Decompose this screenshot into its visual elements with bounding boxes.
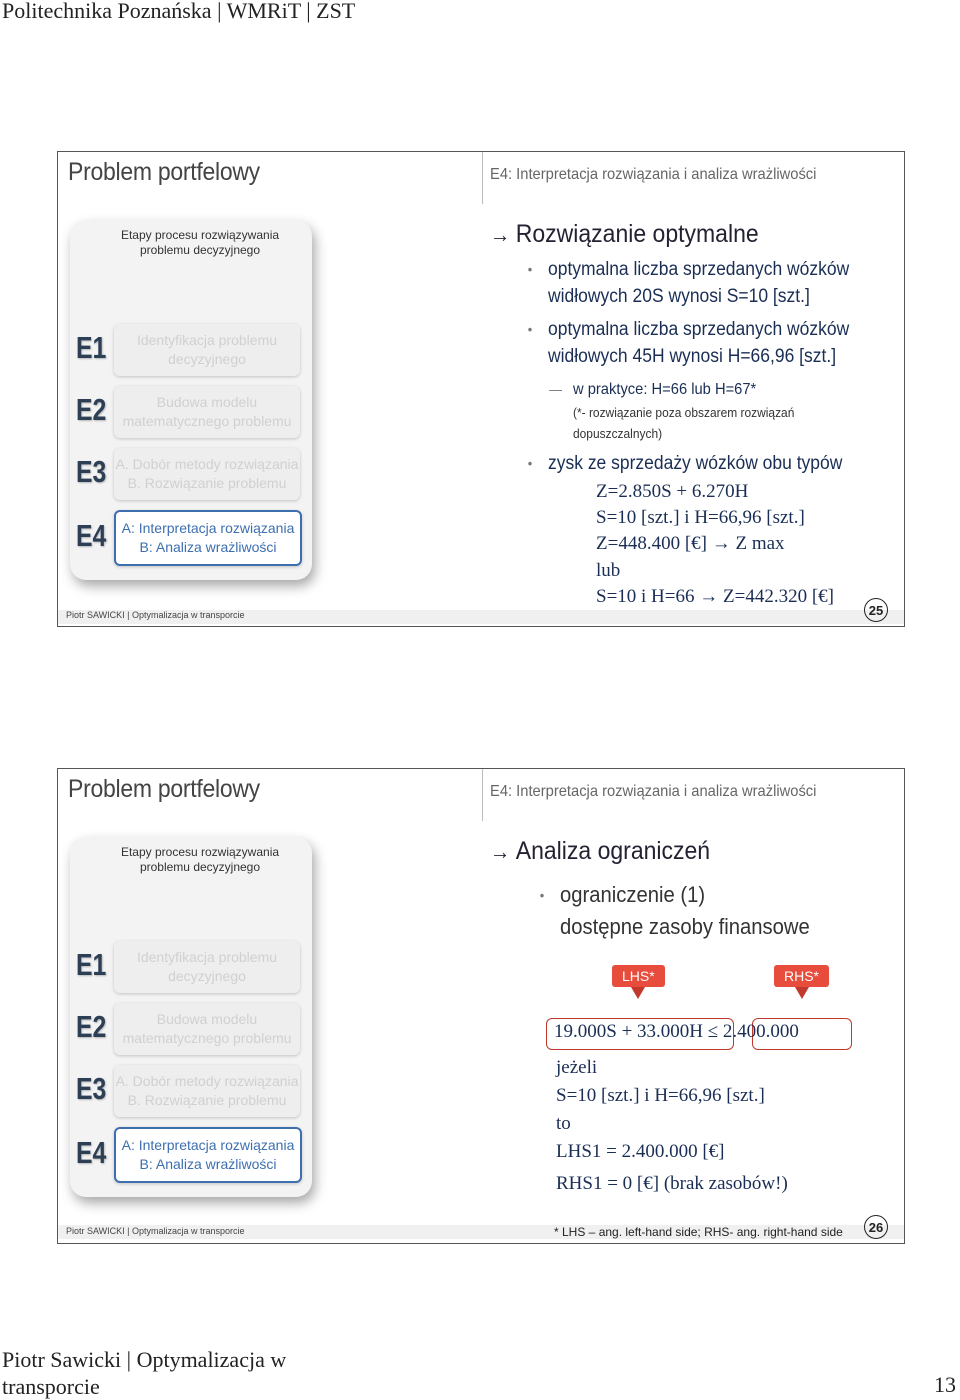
process-panel (70, 220, 312, 580)
slide-title: Problem portfelowy (68, 158, 260, 186)
formula-alt: S=10 i H=66 → Z=442.320 [€] (596, 586, 834, 607)
bullet-constraint: • ograniczenie (1) dostępne zasoby finansowe (560, 879, 810, 943)
stage-e3: E3 (76, 454, 107, 489)
process-heading: Etapy procesu rozwiązywania problemu decyzyjnego (120, 228, 280, 257)
formula-rhs: RHS1 = 0 [€] (brak zasobów!) (556, 1173, 788, 1194)
formula-values: S=10 [szt.] i H=66,96 [szt.] (556, 1085, 765, 1106)
slide-number-badge: 26 (864, 1215, 888, 1239)
bullet-icon: • (539, 887, 545, 903)
bullet-icon: • (527, 261, 533, 277)
constraint-formula: 19.000S + 33.000H ≤ 2.400.000 (554, 1021, 799, 1042)
formula-or: lub (596, 560, 621, 581)
note: (*- rozwiązanie poza obszarem rozwiązań dopuszczalnych) (573, 405, 795, 441)
slide-number-badge: 25 (864, 598, 888, 622)
dash-icon: — (549, 381, 562, 397)
slide-subtitle: E4: Interpretacja rozwiązania i analiza wrażliwości (490, 783, 817, 800)
slide-footer: Piotr SAWICKI | Optymalizacja w transporcie (66, 610, 245, 620)
arrow-right-icon: → (490, 839, 511, 864)
bullet-icon: • (527, 455, 533, 471)
divider (482, 769, 483, 821)
text-then: to (556, 1113, 571, 1134)
bullet-icon: • (527, 321, 533, 337)
text-if: jeżeli (556, 1057, 598, 1078)
step-interpretation: A: Interpretacja rozwiązania B: Analiza wrażliwości (114, 1127, 302, 1183)
stage-e2: E2 (76, 392, 107, 427)
rhs-tag: RHS* (774, 965, 829, 987)
slide-25 (57, 151, 905, 627)
stage-e1: E1 (76, 330, 107, 365)
stage-e4: E4 (76, 1135, 107, 1170)
process-heading: Etapy procesu rozwiązywania problemu decyzyjnego (120, 845, 280, 874)
bullet-h: • optymalna liczba sprzedanych wózków widłowych 45H wynosi H=66,96 [szt.] (548, 316, 849, 370)
document-header: Politechnika Poznańska | WMRiT | ZST (2, 0, 356, 23)
step-model: Budowa modelu matematycznego problemu (114, 386, 300, 438)
lhs-tag: LHS* (612, 965, 665, 987)
stage-e1: E1 (76, 947, 107, 982)
bullet-profit: • zysk ze sprzedaży wózków obu typów (548, 450, 842, 477)
divider (482, 152, 483, 204)
slide-footer: Piotr SAWICKI | Optymalizacja w transporcie (66, 1226, 245, 1236)
document-footer: Piotr Sawicki | Optymalizacja w transporcie (2, 1347, 287, 1399)
page-number: 13 (934, 1372, 956, 1397)
step-identification: Identyfikacja problemu decyzyjnego (114, 941, 300, 993)
slide-title: Problem portfelowy (68, 775, 260, 803)
formula-lhs: LHS1 = 2.400.000 [€] (556, 1141, 725, 1162)
process-panel (70, 837, 312, 1197)
section-heading: → Rozwiązanie optymalne (490, 220, 759, 248)
slide-subtitle: E4: Interpretacja rozwiązania i analiza wrażliwości (490, 166, 817, 183)
section-heading: → Analiza ograniczeń (490, 837, 711, 865)
arrow-right-icon: → (490, 222, 511, 247)
formula-values: S=10 [szt.] i H=66,96 [szt.] (596, 507, 805, 528)
stage-e4: E4 (76, 518, 107, 553)
step-identification: Identyfikacja problemu decyzyjnego (114, 324, 300, 376)
formula-zmax: Z=448.400 [€] → Z max (596, 533, 785, 554)
stage-e3: E3 (76, 1071, 107, 1106)
step-interpretation: A: Interpretacja rozwiązania B: Analiza wrażliwości (114, 510, 302, 566)
bullet-s: • optymalna liczba sprzedanych wózków widłowych 20S wynosi S=10 [szt.] (548, 256, 849, 310)
stage-e2: E2 (76, 1009, 107, 1044)
sub-bullet-practice: — w praktyce: H=66 lub H=67* (573, 376, 756, 403)
footnote: * LHS – ang. left-hand side; RHS- ang. right-hand side (554, 1225, 843, 1239)
step-method: A. Dobór metody rozwiązania B. Rozwiązanie problemu (114, 448, 300, 500)
step-model: Budowa modelu matematycznego problemu (114, 1003, 300, 1055)
slide-26 (57, 768, 905, 1244)
step-method: A. Dobór metody rozwiązania B. Rozwiązanie problemu (114, 1065, 300, 1117)
formula-z: Z=2.850S + 6.270H (596, 481, 749, 502)
